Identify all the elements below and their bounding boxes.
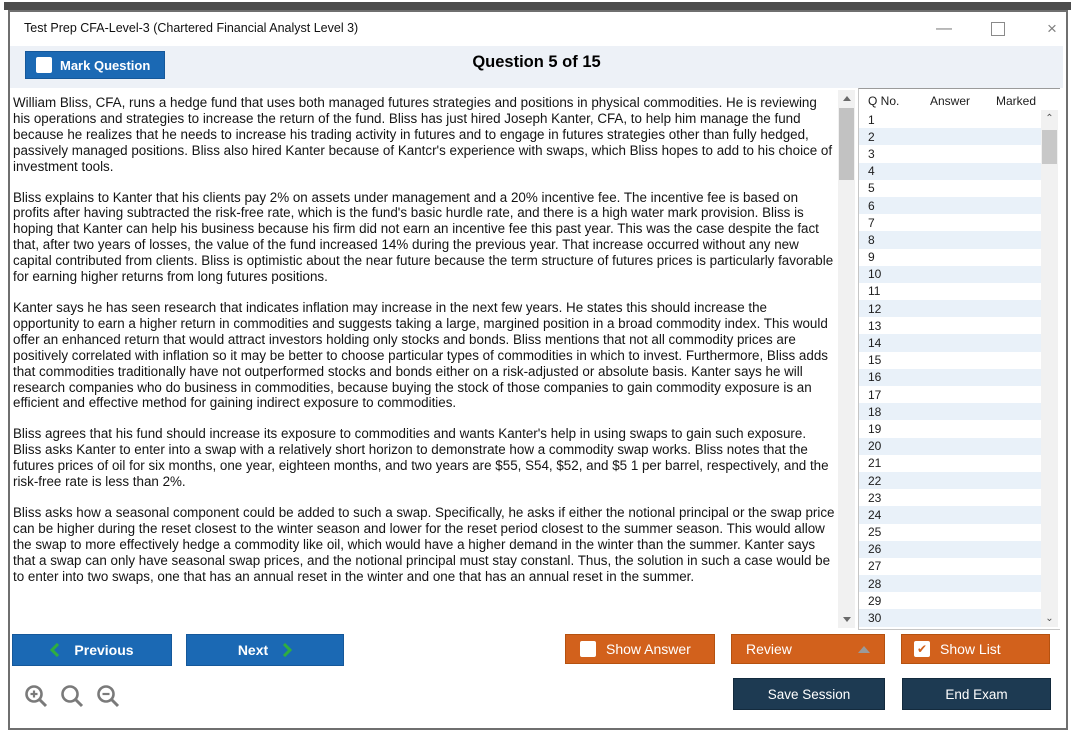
column-header-qno: Q No. [868, 93, 900, 108]
question-cell-q: 24 [868, 507, 882, 522]
passage-text [13, 95, 835, 627]
question-row[interactable] [859, 524, 1042, 541]
question-cell-q: 21 [868, 456, 882, 471]
question-cell-q: 16 [868, 370, 882, 385]
show-answer-button[interactable] [565, 634, 715, 664]
question-header-bar [10, 46, 1063, 88]
passage-paragraph: Bliss explains to Kanter that his clients pay 2% on assets under management and a 20% incentive fee. The incentive fee is based on profits after having subtracted the risk-free rate, which is the fund's basic hurdle rate, and there is a high water mark provision. Bliss is hoping that Kanter can help his business because his firm did not earn an incentive fee this past year. This was the case despite the fact that, after two years of losses, the value of the fund increased 14% during the previous year. That increase occurred without any new capital contributed from clients. Bliss is optimistic about the near future because the term structure of futures prices is particularly favorable for earning higher returns from long futures positions. [13, 189, 834, 285]
passage-paragraph: William Bliss, CFA, runs a hedge fund that uses both managed futures strategies and positions in physical commodities. He is reviewing his operations and strategies to increase the return of the fund. Bliss has just hired Joseph Kanter, CFA, to help him manage the fund because he realizes that he needs to increase his trading activity in futures and to engage in futures strategies other than fully hedged, passively managed positions. Bliss also hired Kanter because of Kantcr's experience with swaps, which Bliss hopes to add to his choice of investment tools. [13, 95, 833, 174]
caret-up-icon [858, 646, 870, 653]
zoom-in-icon[interactable] [24, 684, 50, 710]
passage-scrollbar-thumb[interactable] [839, 108, 854, 180]
question-row[interactable] [859, 403, 1042, 420]
question-list-panel [858, 88, 1060, 630]
question-row[interactable] [859, 541, 1042, 558]
question-cell-q: 11 [868, 284, 881, 299]
question-cell-q: 23 [868, 490, 882, 505]
question-row[interactable] [859, 145, 1042, 162]
column-header-marked: Marked [996, 93, 1037, 108]
question-cell-q: 29 [868, 593, 882, 608]
question-row[interactable] [859, 609, 1042, 626]
question-row[interactable] [859, 352, 1042, 369]
question-row[interactable] [859, 334, 1042, 351]
question-cell-q: 3 [868, 146, 875, 161]
minimize-button[interactable] [922, 16, 966, 42]
question-cell-q: 13 [868, 318, 882, 333]
question-row[interactable] [859, 455, 1042, 472]
previous-label: Previous [74, 642, 134, 658]
question-row[interactable] [859, 231, 1042, 248]
question-row[interactable] [859, 111, 1042, 128]
passage-paragraph: Kanter says he has seen research that indicates inflation may increase in the next few years. He states this should increase the opportunity to earn a higher return in commodities and suggests taking a large, margined position in a broad commodity index. This would offer an enhanced return that would attract investors holding only stocks and bonds. Bliss mentions that not all commodity prices are positively correlated with inflation so it may be better to choose particular types of commodities in which to invest. Furthermore, Bliss adds that commodities traditionally have not outperformed stocks and bonds either on a risk-adjusted or absolute basis. Kanter says he will research companies who do business in commodities, because buying the stock of those companies to gain commodity exposure is an efficient and effective method for gaining indirect exposure to commodities. [13, 299, 828, 411]
question-row[interactable] [859, 317, 1042, 334]
question-row[interactable] [859, 386, 1042, 403]
chevron-right-icon [282, 643, 292, 657]
question-cell-q: 26 [868, 542, 882, 557]
question-row[interactable] [859, 558, 1042, 575]
question-row[interactable] [859, 472, 1042, 489]
scroll-up-icon[interactable] [838, 90, 855, 107]
save-session-label: Save Session [767, 686, 851, 702]
show-list-label: Show List [940, 641, 1001, 657]
maximize-icon [991, 22, 1005, 36]
question-cell-q: 8 [868, 232, 875, 247]
save-session-button[interactable] [733, 678, 885, 710]
scroll-down-icon[interactable] [838, 611, 855, 628]
question-cell-q: 5 [868, 181, 875, 196]
show-list-button[interactable] [901, 634, 1050, 664]
end-exam-button[interactable] [902, 678, 1051, 710]
question-row[interactable] [859, 163, 1042, 180]
question-cell-q: 7 [868, 215, 875, 230]
question-row[interactable] [859, 420, 1042, 437]
question-cell-q: 18 [868, 404, 882, 419]
question-counter: Question 5 of 15 [472, 53, 601, 71]
question-cell-q: 14 [868, 336, 882, 351]
question-cell-q: 2 [868, 129, 875, 144]
question-row[interactable] [859, 283, 1042, 300]
question-cell-q: 4 [868, 164, 875, 179]
passage-scrollbar[interactable] [838, 90, 855, 628]
question-cell-q: 19 [868, 421, 882, 436]
passage-paragraph: Bliss agrees that his fund should increase its exposure to commodities and wants Kanter's help in using swaps to gain such exposure. Bliss asks Kanter to enter into a swap with a relatively short horizon to demonstrate how a commodity swap works. Bliss notes that the futures prices of oil for six months, one year, eighteen months, and two years are $55, S54, $52, and $5 1 per barrel, respectively, and the risk-free rate is less than 2%. [13, 426, 829, 490]
previous-button[interactable] [12, 634, 172, 666]
zoom-toolbar [24, 684, 122, 710]
chevron-left-icon [50, 643, 60, 657]
question-cell-q: 6 [868, 198, 875, 213]
review-dropdown-button[interactable] [731, 634, 885, 664]
question-row[interactable] [859, 300, 1042, 317]
question-cell-q: 15 [868, 353, 882, 368]
question-row[interactable] [859, 266, 1042, 283]
question-row[interactable] [859, 214, 1042, 231]
minimize-icon: — [936, 20, 952, 37]
close-button[interactable] [1030, 16, 1074, 42]
question-row[interactable] [859, 438, 1042, 455]
question-list-header [859, 89, 1060, 111]
review-label: Review [746, 641, 792, 657]
question-row[interactable] [859, 197, 1042, 214]
scroll-down-icon[interactable]: ⌄ [1045, 613, 1054, 624]
show-answer-checkbox[interactable] [580, 641, 596, 657]
zoom-reset-icon[interactable] [60, 684, 86, 710]
question-cell-q: 17 [868, 387, 882, 402]
question-row[interactable] [859, 506, 1042, 523]
question-cell-q: 20 [868, 439, 882, 454]
next-label: Next [237, 642, 269, 658]
question-list-scrollbar-thumb[interactable] [1042, 130, 1057, 164]
checkmark-icon: ✔ [916, 642, 928, 656]
question-cell-q: 30 [868, 611, 882, 626]
question-cell-q: 10 [868, 267, 882, 282]
passage-paragraph: Bliss asks how a seasonal component could be added to such a swap. Specifically, he asks if either the notional principal or the swap price can be higher during the reset closest to the winter season and lower for the reset period closest to the summer season. This would allow the swap to more effectively hedge a commodity like oil, which would have a higher demand in the winter than the summer. Kanter says that a swap can only have seasonal swap prices, and the notional principal must stay constanl. Thus, the solution in such a case would be to enter into two swaps, one that has an annual reset in the winter and one that has an annual reset in the summer. [13, 504, 835, 584]
question-list-body [859, 111, 1042, 628]
question-row[interactable] [859, 249, 1042, 266]
question-row[interactable] [859, 592, 1042, 609]
maximize-button[interactable] [976, 16, 1020, 42]
next-button[interactable] [186, 634, 344, 666]
close-icon: × [1047, 19, 1057, 38]
question-cell-q: 25 [868, 525, 882, 540]
question-row[interactable] [859, 128, 1042, 145]
question-row[interactable] [859, 575, 1042, 592]
question-cell-q: 1 [868, 112, 875, 127]
window-title: Test Prep CFA-Level-3 (Chartered Financial Analyst Level 3) [24, 21, 359, 35]
question-cell-q: 9 [868, 250, 875, 265]
mark-question-label: Mark Question [60, 57, 151, 73]
show-answer-label: Show Answer [606, 641, 691, 657]
question-cell-q: 28 [868, 576, 882, 591]
screen-top-edge [4, 2, 1071, 10]
show-list-checkbox[interactable] [914, 641, 930, 657]
scroll-up-icon[interactable]: ⌃ [1045, 113, 1054, 124]
question-cell-q: 27 [868, 559, 882, 574]
question-cell-q: 22 [868, 473, 882, 488]
question-row[interactable] [859, 180, 1042, 197]
zoom-out-icon[interactable] [96, 684, 122, 710]
question-list-scrollbar[interactable] [1041, 110, 1058, 627]
column-header-answer: Answer [930, 93, 971, 108]
end-exam-label: End Exam [945, 686, 1008, 702]
question-cell-q: 12 [868, 301, 882, 316]
title-bar [10, 12, 1063, 46]
question-row[interactable] [859, 489, 1042, 506]
question-row[interactable] [859, 369, 1042, 386]
